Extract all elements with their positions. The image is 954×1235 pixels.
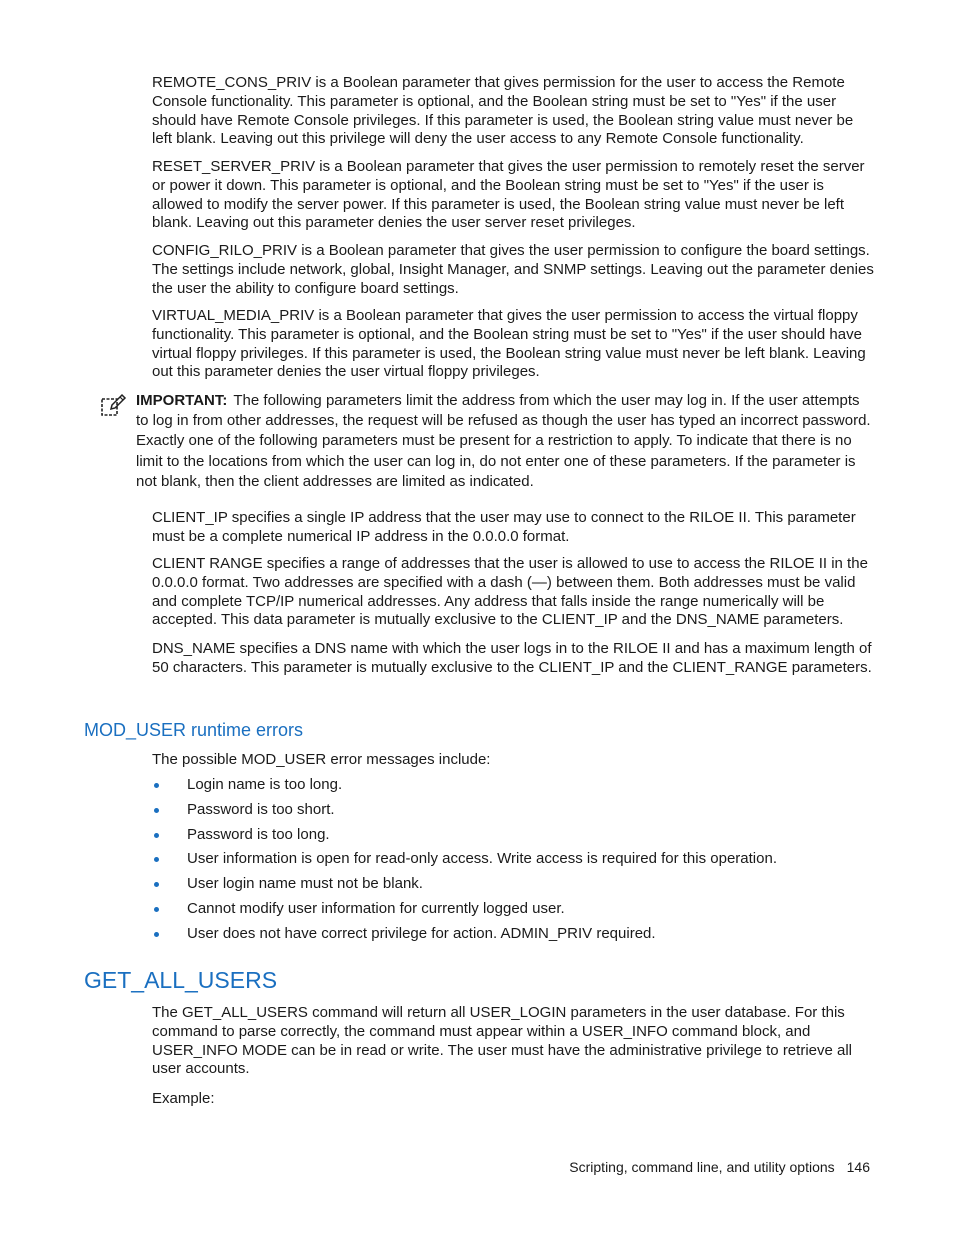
bullet-icon <box>154 932 159 937</box>
mod-user-errors-intro: The possible MOD_USER error messages include: <box>152 751 491 768</box>
get-all-users-example-label: Example: <box>152 1090 215 1107</box>
bullet-icon <box>154 882 159 887</box>
paragraph-dns-name: DNS_NAME specifies a DNS name with which the user logs in to the RILOE II and has a maximum length of 50 characters. This parameter is mutually exclusive to the CLIENT_IP and the CLIENT_RANGE parameters. <box>152 640 872 676</box>
bullet-icon <box>154 907 159 912</box>
bullet-icon <box>154 783 159 788</box>
bullet-icon <box>154 808 159 813</box>
important-body: The following parameters limit the address from which the user may log in. If the user attempts to log in from other addresses, the request will be refused as though the user has typed an incorrect password. Exactly one of the following parameters must be present for a restriction to apply. To indicate that there is no limit to the locations from which the user can log in, do not enter one of these parameters. If the parameter is not blank, then the client addresses are limited as indicated. <box>136 392 871 490</box>
list-item: Login name is too long. <box>152 774 874 799</box>
mod-user-error-list <box>152 774 874 948</box>
bullet-icon <box>154 857 159 862</box>
list-item: Password is too long. <box>152 824 874 849</box>
list-item: Password is too short. <box>152 799 874 824</box>
paragraph-reset-server-priv: RESET_SERVER_PRIV is a Boolean parameter that gives the user permission to remotely reset the server or power it down. This parameter is optional, and the Boolean string must be set to "Yes" if the user is allowed to modify the server power. If this parameter is used, the Boolean string value must never be left blank. Leaving out this parameter denies the user server reset privileges. <box>152 158 865 232</box>
bullet-icon <box>154 833 159 838</box>
list-item: User login name must not be blank. <box>152 873 874 898</box>
heading-get-all-users: GET_ALL_USERS <box>84 967 278 993</box>
list-item: Cannot modify user information for currently logged user. <box>152 898 874 923</box>
list-item: User information is open for read-only access. Write access is required for this operation. <box>152 848 874 873</box>
important-note <box>100 391 875 492</box>
important-label: IMPORTANT: <box>136 392 228 409</box>
footer-section-title: Scripting, command line, and utility options <box>569 1159 835 1175</box>
paragraph-config-rilo-priv: CONFIG_RILO_PRIV is a Boolean parameter that gives the user permission to configure the board settings. The settings include network, global, Insight Manager, and SNMP settings. Leaving out the parameter denies the user the ability to configure board settings. <box>152 242 874 297</box>
paragraph-remote-cons-priv: REMOTE_CONS_PRIV is a Boolean parameter that gives permission for the user to access the Remote Console functionality. This parameter is optional, and the Boolean string must be set to "Yes" if the user should have Remote Console privileges. If this parameter is used, the Boolean string value must never be left blank. Leaving out this privilege will deny the user access to any Remote Console functionality. <box>152 74 854 148</box>
page-number: 146 <box>846 1159 870 1175</box>
important-note-icon <box>100 391 128 417</box>
heading-mod-user-runtime-errors: MOD_USER runtime errors <box>84 720 304 740</box>
paragraph-client-range: CLIENT RANGE specifies a range of addresses that the user is allowed to use to access the RILOE II in the 0.0.0.0 format. Two addresses are specified with a dash (—) between them. Both addresses must be valid and complete TCP/IP numerical addresses. Any address that falls inside the range numerically will be accepted. This data parameter is mutually exclusive to the CLIENT_IP and the DNS_NAME parameters. <box>152 555 868 629</box>
important-text <box>136 391 874 492</box>
get-all-users-body: The GET_ALL_USERS command will return all USER_LOGIN parameters in the user database. For this command to parse correctly, the command must appear within a USER_INFO command block, and USER_INFO MODE can be in read or write. The user must have the administrative privilege to retrieve all user accounts. <box>152 1004 853 1078</box>
list-item: User does not have correct privilege for action. ADMIN_PRIV required. <box>152 923 874 948</box>
paragraph-client-ip: CLIENT_IP specifies a single IP address that the user may use to connect to the RILOE II. This parameter must be a complete numerical IP address in the 0.0.0.0 format. <box>152 509 856 545</box>
paragraph-virtual-media-priv: VIRTUAL_MEDIA_PRIV is a Boolean parameter that gives the user permission to access the virtual floppy functionality. This parameter is optional, and the Boolean string must be set to "Yes" if the user should have virtual floppy privileges. If this parameter is used, the Boolean string value must never be left blank. Leaving out this parameter denies the user virtual floppy privileges. <box>152 307 866 381</box>
page-footer <box>569 1158 870 1176</box>
